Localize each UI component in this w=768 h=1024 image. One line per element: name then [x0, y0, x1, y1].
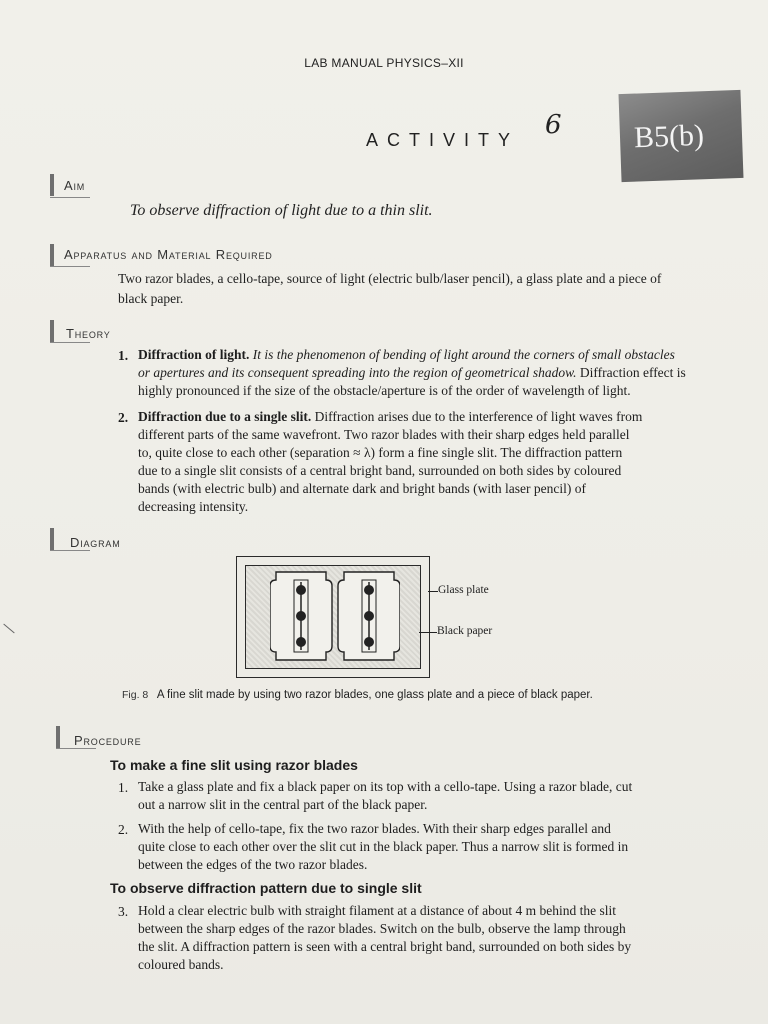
section-marker-icon [50, 320, 54, 342]
theory-item-2-line-2: different parts of the same wavefront. Two razor blades with their sharp edges held parallel [138, 427, 630, 442]
aim-text: To observe diffraction of light due to a thin slit. [130, 202, 433, 219]
label-black-paper: Black paper [437, 625, 493, 637]
section-marker-icon [50, 244, 54, 266]
theory-item-1-def-a: It is the phenomenon of bending of light around the corners of small obstacles [252, 347, 675, 362]
procedure-step-number: 3. [118, 904, 129, 919]
procedure-step-1-line-1: Take a glass plate and fix a black paper on its top with a cello-tape. Using a razor blade, cut [138, 779, 633, 794]
section-marker-icon [50, 174, 54, 196]
razor-blades-diagram [270, 568, 400, 664]
theory-item-2-title: Diffraction due to a single slit. [138, 409, 312, 424]
figure-number: Fig. 8 [122, 689, 149, 701]
theory-item-2-line-1 [138, 408, 642, 426]
activity-title: ACTIVITY [366, 130, 520, 150]
procedure-heading: Procedure [74, 733, 142, 748]
figure-caption [122, 689, 593, 701]
procedure-step-number: 2. [118, 822, 129, 837]
procedure-step-number: 1. [118, 780, 129, 795]
section-underline [56, 748, 96, 749]
procedure-step-2-line-3: between the edges of the two razor blades. [138, 857, 368, 872]
handwritten-activity-number: 6 [545, 110, 562, 140]
theory-item-1-line-2 [138, 364, 686, 382]
section-underline [50, 197, 90, 198]
theory-item-2-line-3: to, quite close to each other (separation ≈ λ) form a fine single slit. The diffraction pattern [138, 445, 623, 460]
theory-item-number: 2. [118, 410, 129, 425]
theory-item-2-line-4: due to a single slit consists of a central bright band, surrounded on both sides by coloured [138, 463, 622, 478]
margin-scan-mark [3, 624, 14, 634]
procedure-step-3-line-4: coloured bands. [138, 957, 224, 972]
procedure-step-1-line-2: out a narrow slit in the central part of the black paper. [138, 797, 428, 812]
callout-line-glass [428, 591, 438, 592]
procedure-step-3-line-2: between the sharp edges of the razor blades. Switch on the bulb, observe the lamp through [138, 921, 626, 936]
apparatus-heading: Apparatus and Material Required [64, 247, 273, 262]
figure-caption-text: A fine slit made by using two razor blades, one glass plate and a piece of black paper. [156, 689, 593, 701]
theory-item-1-title: Diffraction of light. [138, 347, 250, 362]
aim-heading: Aim [64, 178, 86, 193]
callout-line-paper [419, 632, 437, 633]
apparatus-line-2: black paper. [118, 291, 184, 306]
activity-code-text: B5(b) [633, 118, 705, 155]
procedure-step-2-line-2: quite close to each other over the slit cut in the black paper. Thus a narrow slit is formed in [138, 839, 629, 854]
procedure-step-2-line-1: With the help of cello-tape, fix the two razor blades. With their sharp edges parallel and [138, 821, 611, 836]
label-glass-plate: Glass plate [438, 584, 489, 596]
procedure-step-3-line-1: Hold a clear electric bulb with straight filament at a distance of about 4 m behind the slit [138, 903, 616, 918]
theory-item-number: 1. [118, 348, 129, 363]
procedure-step-3-line-3: the slit. A diffraction pattern is seen with a central bright band, surrounded on both sides by [138, 939, 632, 954]
theory-item-1-rest: Diffraction effect is [579, 365, 686, 380]
razor-blade-left-icon [270, 572, 332, 660]
theory-item-2-rest: Diffraction arises due to the interference of light waves from [314, 409, 643, 424]
apparatus-line-1: Two razor blades, a cello-tape, source of light (electric bulb/laser pencil), a glass plate and a piece of [118, 271, 662, 286]
diagram-heading: Diagram [70, 535, 121, 550]
theory-item-2-line-5: bands (with electric bulb) and alternate dark and bright bands (with laser pencil) of [138, 481, 586, 496]
theory-item-2-line-6: decreasing intensity. [138, 499, 249, 514]
theory-item-1-def-b: or apertures and its consequent spreading into the region of geometrical shadow. [138, 365, 577, 380]
section-marker-icon [50, 528, 54, 550]
razor-blade-right-icon [338, 572, 400, 660]
theory-heading: Theory [66, 326, 111, 341]
theory-item-1-line-3: highly pronounced if the size of the obstacle/aperture is of the order of wavelength of light. [138, 383, 631, 398]
running-head: LAB MANUAL PHYSICS–XII [304, 56, 464, 70]
section-underline [50, 342, 90, 343]
section-underline [50, 550, 90, 551]
procedure-subheading-1: To make a fine slit using razor blades [110, 757, 358, 773]
procedure-subheading-2: To observe diffraction pattern due to single slit [110, 880, 422, 896]
theory-item-1-line-1 [138, 346, 675, 364]
section-underline [50, 266, 90, 267]
section-marker-icon [56, 726, 60, 748]
